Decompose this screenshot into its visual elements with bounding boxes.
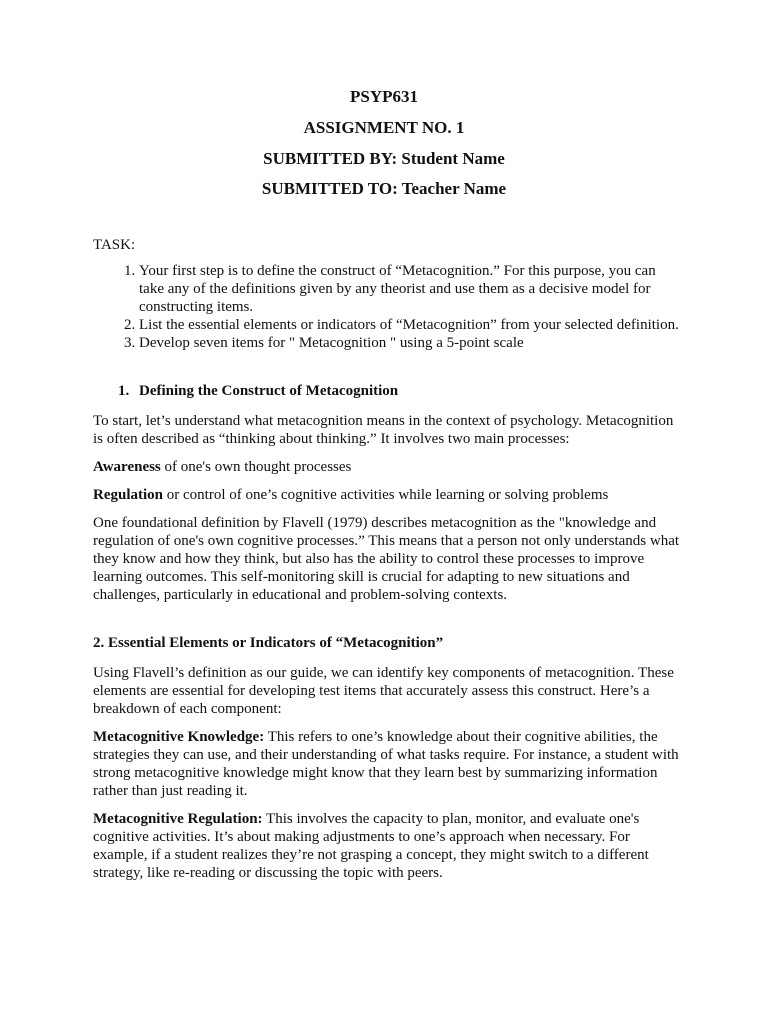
task-item: 3. Develop seven items for " Metacognition " using a 5-point scale (139, 334, 683, 352)
task-list (93, 262, 683, 352)
awareness-term: Awareness (93, 459, 161, 475)
metacognitive-knowledge-paragraph (93, 728, 683, 800)
task-item: 1. Your first step is to define the construct of “Metacognition.” For this purpose, you can take any of the definitions given by any theorist and use them as a decisive model for constructing items. (139, 262, 683, 316)
regulation-term: Regulation (93, 487, 164, 503)
section1-intro: To start, let’s understand what metacognition means in the context of psychology. Metacognition is often described as “thinking about thinking.” It involves two main processes: (93, 413, 674, 447)
regulation-paragraph (93, 486, 683, 504)
section2-heading: 2. Essential Elements or Indicators of “Metacognition” (93, 635, 444, 651)
awareness-text: of one's own thought processes (160, 459, 352, 475)
section1-heading (93, 382, 683, 400)
task-label: TASK: (93, 237, 136, 253)
submitted-by: SUBMITTED BY: Student Name (263, 149, 505, 168)
regulation2-term: Metacognitive Regulation: (93, 811, 263, 827)
section1-title: Defining the Construct of Metacognition (139, 383, 399, 399)
flavell-definition: One foundational definition by Flavell (1979) describes metacognition as the "knowledge and regulation of one's own cognitive processes.” This means that a person not only understands what they know and how they think, but also has the ability to control these processes to improve learning outcomes. This self-monitoring skill is crucial for adapting to new situations and challenges, particularly in educational and problem-solving contexts. (93, 515, 680, 603)
metacognitive-regulation-paragraph (93, 810, 683, 882)
task-item: 2. List the essential elements or indicators of “Metacognition” from your selected definition. (139, 316, 683, 334)
section1-number: 1. (118, 383, 130, 399)
submitted-to: SUBMITTED TO: Teacher Name (261, 179, 507, 198)
course-code: PSYP631 (350, 87, 418, 106)
knowledge-term: Metacognitive Knowledge: (93, 729, 265, 745)
document-body (93, 236, 683, 882)
knowledge-text: This refers to one’s knowledge about their cognitive abilities, the strategies they can use, and their understanding of what tasks require. For instance, a student with strong metacognitive knowledge might know that they learn best by summarizing information rather than just reading it. (93, 729, 679, 799)
assignment-title: ASSIGNMENT NO. 1 (303, 118, 465, 137)
section2-intro: Using Flavell’s definition as our guide, we can identify key components of metacognition. These elements are essential for developing test items that accurately assess this construct. Here’s a breakdown of each component: (93, 665, 674, 717)
awareness-paragraph (93, 458, 683, 476)
regulation-text: or control of one’s cognitive activities while learning or solving problems (163, 487, 609, 503)
regulation2-text: This involves the capacity to plan, monitor, and evaluate one's cognitive activities. It’s about making adjustments to one’s approach when necessary. For example, if a student realizes they’re not grasping a concept, they might switch to a different strategy, like re-reading or discussing the topic with peers. (93, 811, 649, 881)
